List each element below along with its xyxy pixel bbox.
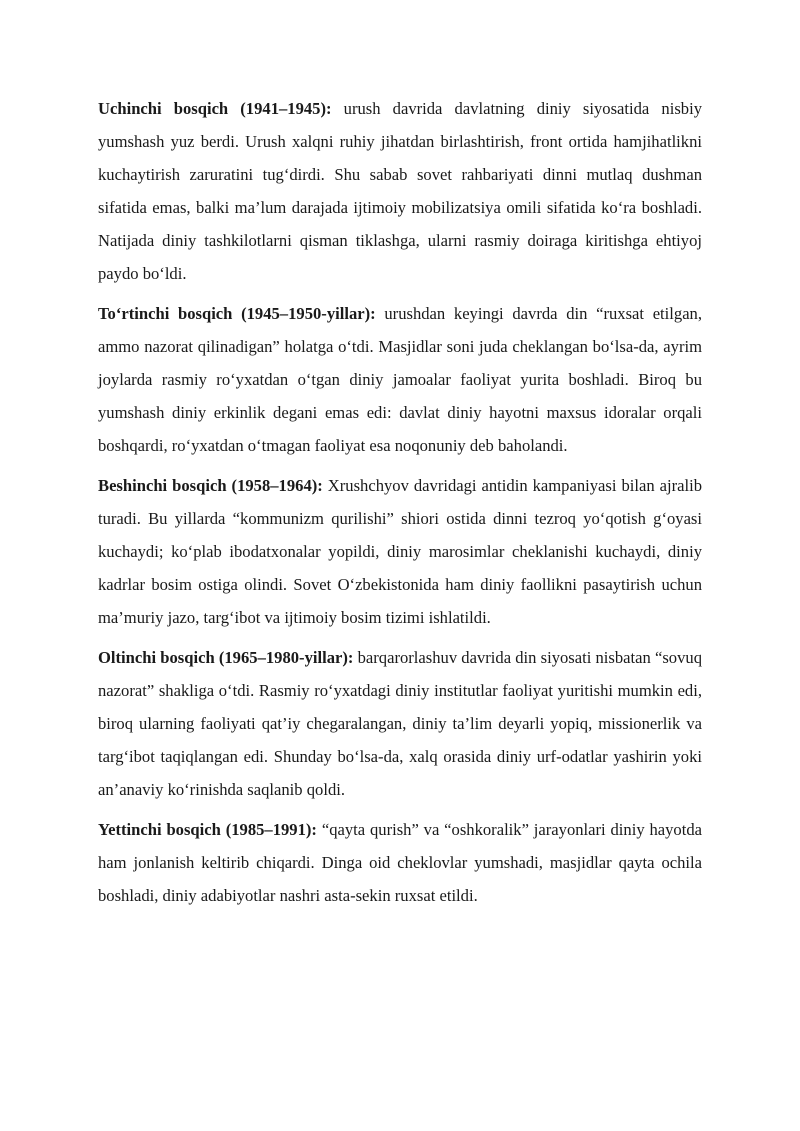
paragraph-heading: Yettinchi bosqich (1985–1991): (98, 820, 317, 839)
paragraph-text: Xrushchyov davridagi antidin kampaniyasi bilan ajralib turadi. Bu yillarda “kommunizm qurilishi” shiori ostida dinni tezroq yo‘qotish g‘oyasi kuchaydi; ko‘plab ibodatxonalar yopildi, diniy marosimlar cheklanishi kuchaydi, diniy kadrlar bosim ostiga olindi. Sovet O‘zbekistonida ham diniy faollikni pasaytirish uchun ma’muriy jazo, targ‘ibot va ijtimoiy bosim tizimi ishlatildi. (98, 476, 702, 627)
paragraph-stage-5 (98, 469, 702, 634)
paragraph-heading: Oltinchi bosqich (1965–1980-yillar): (98, 648, 354, 667)
paragraph-stage-6 (98, 641, 702, 806)
paragraph-text: “qayta qurish” va “oshkoralik” jarayonlari diniy hayotda ham jonlanish keltirib chiqardi. Dinga oid cheklovlar yumshadi, masjidlar qayta ochila boshladi, diniy adabiyotlar nashri asta-sekin ruxsat etildi. (98, 820, 702, 905)
paragraph-heading: Beshinchi bosqich (1958–1964): (98, 476, 323, 495)
paragraph-stage-4 (98, 297, 702, 462)
paragraph-stage-3 (98, 92, 702, 290)
paragraph-text: urushdan keyingi davrda din “ruxsat etilgan, ammo nazorat qilinadigan” holatga o‘tdi. Masjidlar soni juda cheklangan bo‘lsa-da, ayrim joylarda rasmiy ro‘yxatdan o‘tgan diniy jamoalar faoliyat yurita boshladi. Biroq bu yumshash diniy erkinlik degani emas edi: davlat diniy hayotni maxsus idoralar orqali boshqardi, ro‘yxatdan o‘tmagan faoliyat esa noqonuniy deb baholandi. (98, 304, 702, 455)
document-page (98, 92, 702, 912)
paragraph-text: barqarorlashuv davrida din siyosati nisbatan “sovuq nazorat” shakliga o‘tdi. Rasmiy ro‘yxatdagi diniy institutlar faoliyat yuritishi mumkin edi, biroq ularning faoliyati qat’iy chegaralangan, diniy ta’lim deyarli yopiq, missionerlik va targ‘ibot taqiqlangan edi. Shunday bo‘lsa-da, xalq orasida diniy urf-odatlar yashirin yoki an’anaviy ko‘rinishda saqlanib qoldi. (98, 648, 702, 799)
paragraph-text: urush davrida davlatning diniy siyosatida nisbiy yumshash yuz berdi. Urush xalqni ruhiy jihatdan birlashtirish, front ortida hamjihatlikni kuchaytirish zaruratini tug‘dirdi. Shu sabab sovet rahbariyati dinni mutlaq dushman sifatida emas, balki ma’lum darajada ijtimoiy mobilizatsiya omili sifatida ko‘ra boshladi. Natijada diniy tashkilotlarni qisman tiklashga, ularni rasmiy doiraga kiritishga ehtiyoj paydo bo‘ldi. (98, 99, 702, 283)
paragraph-stage-7 (98, 813, 702, 912)
paragraph-heading: Uchinchi bosqich (1941–1945): (98, 99, 332, 118)
paragraph-heading: To‘rtinchi bosqich (1945–1950-yillar): (98, 304, 376, 323)
